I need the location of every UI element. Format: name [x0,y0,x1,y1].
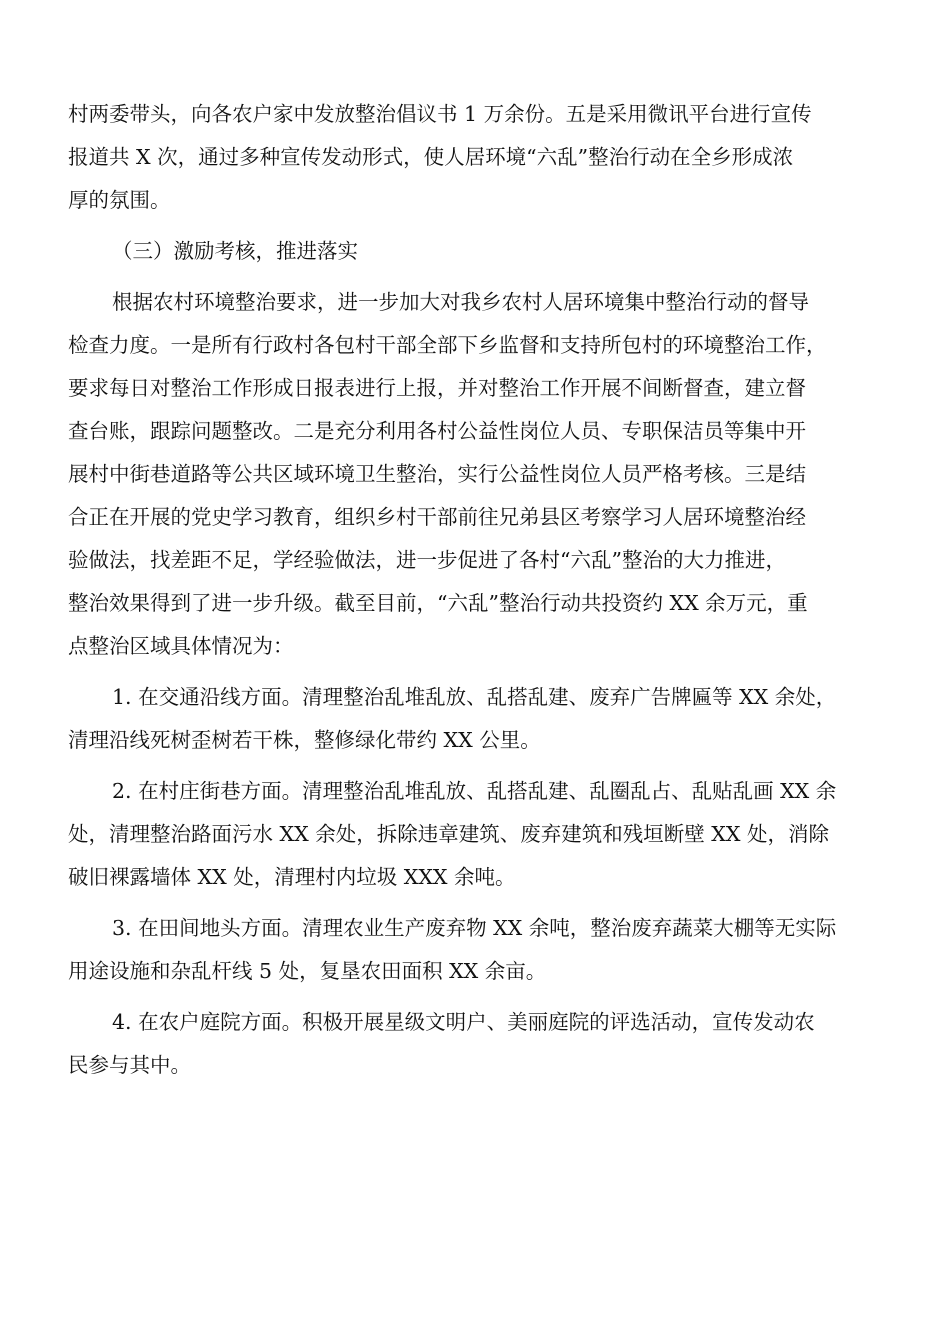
text-line: 验做法，找差距不足，学经验做法，进一步促进了各村“六乱”整治的大力推进， [68,548,786,572]
text-line: 点整治区域具体情况为： [68,634,294,658]
text-line: 展村中街巷道路等公共区域环境卫生整治，实行公益性岗位人员严格考核。三是结 [68,462,806,486]
text-line: 根据农村环境整治要求，进一步加大对我乡农村人居环境集中整治行动的督导 [112,290,809,314]
list-item-village-streets [68,770,888,899]
text-line: 4. 在农户庭院方面。积极开展星级文明户、美丽庭院的评选活动，宣传发动农 [112,1010,815,1034]
text-line: 厚的氛围。 [68,188,171,212]
list-item-farmland [68,907,888,993]
list-item-courtyards [68,1001,888,1087]
text-line: 检查力度。一是所有行政村各包村干部全部下乡监督和支持所包村的环境整治工作， [68,333,827,357]
text-line: 合正在开展的党史学习教育，组织乡村干部前往兄弟县区考察学习人居环境整治经 [68,505,806,529]
heading-text: （三）激励考核，推进落实 [112,239,358,263]
text-line: 破旧裸露墙体 XX 处，清理村内垃圾 XXX 余吨。 [68,865,516,889]
text-line: 处，清理整治路面污水 XX 余处，拆除违章建筑、废弃建筑和残垣断壁 XX 处，消除 [68,822,829,846]
section-heading [68,230,888,273]
text-line: 查台账，跟踪问题整改。二是充分利用各村公益性岗位人员、专职保洁员等集中开 [68,419,806,443]
paragraph-incentive-assessment [68,281,888,668]
text-line: 用途设施和杂乱杆线 5 处，复垦农田面积 XX 余亩。 [68,959,547,983]
text-line: 报道共 X 次，通过多种宣传发动形式，使人居环境“六乱”整治行动在全乡形成浓 [68,145,794,169]
text-line: 1. 在交通沿线方面。清理整治乱堆乱放、乱搭乱建、废弃广告牌匾等 XX 余处， [112,685,837,709]
text-line: 3. 在田间地头方面。清理农业生产废弃物 XX 余吨，整治废弃蔬菜大棚等无实际 [112,916,837,940]
text-line: 2. 在村庄街巷方面。清理整治乱堆乱放、乱搭乱建、乱圈乱占、乱贴乱画 XX 余 [112,779,837,803]
text-line: 要求每日对整治工作形成日报表进行上报，并对整治工作开展不间断督查，建立督 [68,376,806,400]
text-line: 整治效果得到了进一步升级。截至目前，“六乱”整治行动共投资约 XX 余万元，重 [68,591,808,615]
list-item-traffic-lines [68,676,888,762]
text-line: 民参与其中。 [68,1053,191,1077]
text-line: 村两委带头，向各农户家中发放整治倡议书 1 万余份。五是采用微讯平台进行宣传 [68,102,812,126]
text-line: 清理沿线死树歪树若干株，整修绿化带约 XX 公里。 [68,728,541,752]
document-page [68,93,888,1087]
paragraph-publicity-summary [68,93,888,222]
